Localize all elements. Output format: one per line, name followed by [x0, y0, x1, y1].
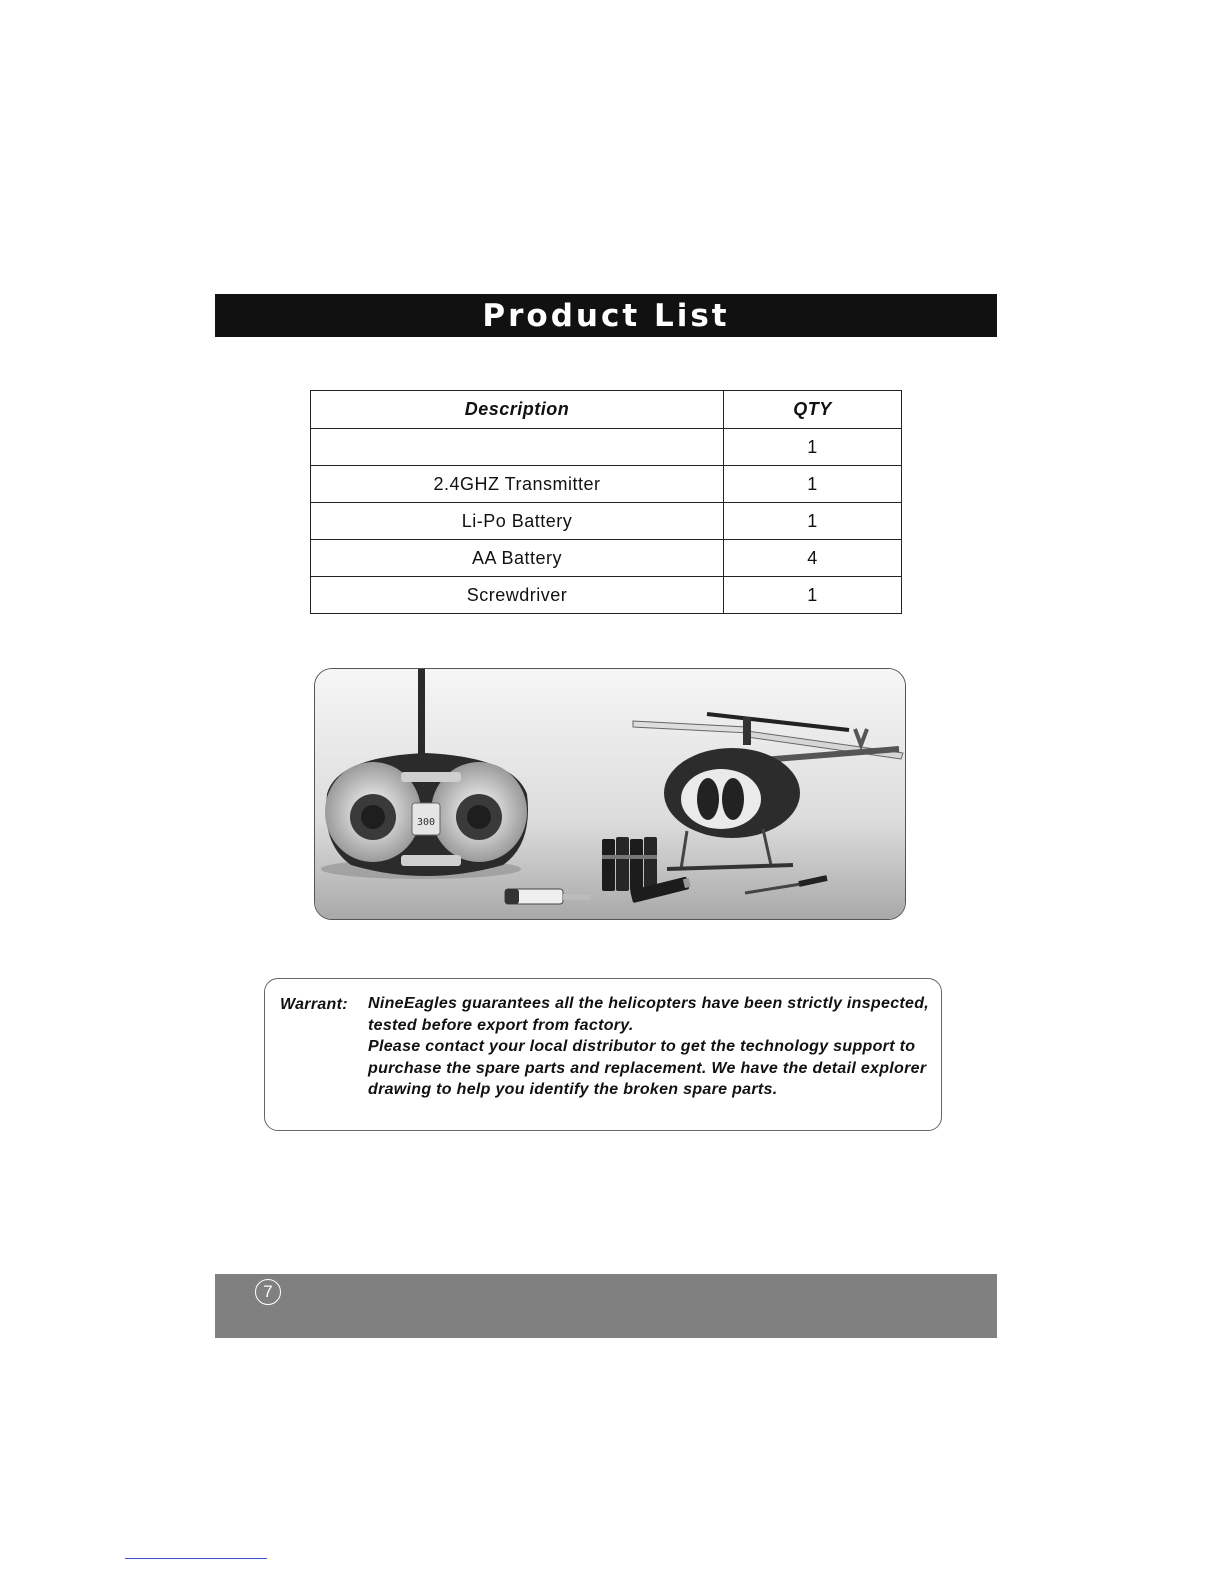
row-description: Li-Po Battery [311, 503, 724, 540]
table-row [311, 466, 902, 503]
product-table [310, 390, 902, 614]
page-number: 7 [255, 1279, 281, 1305]
section-title-bar [215, 294, 997, 337]
warrant-paragraph-contact: Please contact your local distributor to get the technology support to purchase the spare parts and replacement. We have the detail explorer drawing to help you identify the broken spare parts. [368, 1038, 927, 1098]
row-qty: 1 [724, 429, 902, 466]
warrant-text [368, 993, 938, 1101]
column-header-description: Description [311, 391, 724, 429]
footer-bar [215, 1274, 997, 1338]
row-qty: 1 [724, 503, 902, 540]
row-qty: 1 [724, 466, 902, 503]
product-photo [314, 668, 906, 920]
product-photo-illustration [315, 669, 906, 920]
row-description: AA Battery [311, 540, 724, 577]
row-description [311, 429, 724, 466]
warrant-paragraph-guarantee: NineEagles guarantees all the helicopters have been strictly inspected, tested before export from factory. [368, 995, 930, 1034]
warrant-box [264, 978, 942, 1131]
row-qty: 1 [724, 577, 902, 614]
table-row [311, 503, 902, 540]
warrant-label: Warrant: [280, 996, 348, 1013]
bottom-divider [125, 1558, 267, 1559]
table-row [311, 429, 902, 466]
transmitter-display-readout: 300 [416, 817, 436, 828]
row-description: 2.4GHZ Transmitter [311, 466, 724, 503]
column-header-qty: QTY [724, 391, 902, 429]
table-header-row [311, 391, 902, 429]
page-title: Product List [482, 297, 730, 334]
row-qty: 4 [724, 540, 902, 577]
table-row [311, 540, 902, 577]
row-description: Screwdriver [311, 577, 724, 614]
table-row [311, 577, 902, 614]
